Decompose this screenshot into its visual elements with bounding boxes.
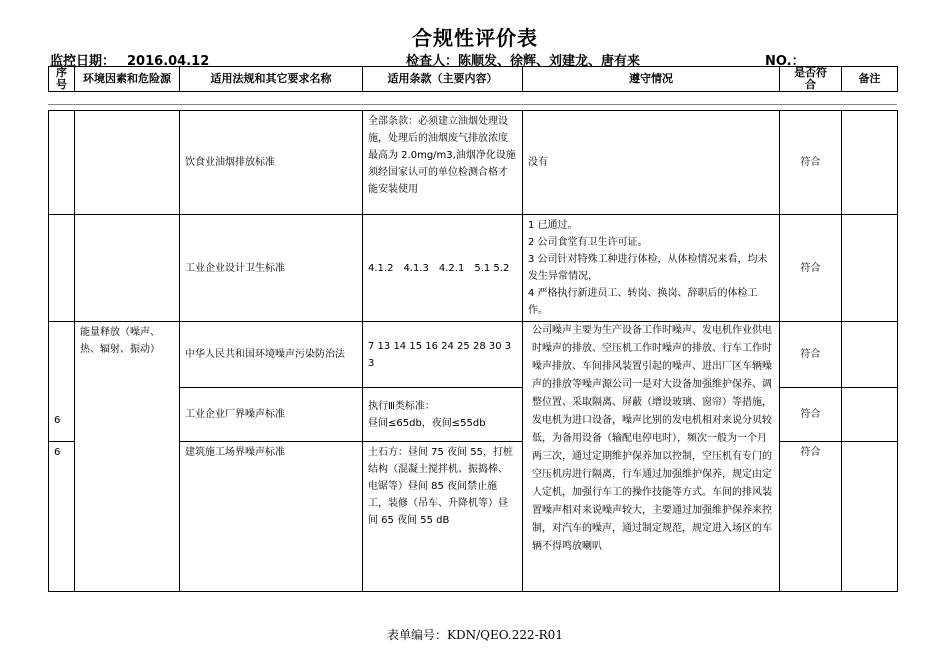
monitor-date [50, 50, 210, 69]
header-factor: 环境因素和危险源 [75, 67, 180, 92]
remark-cell [842, 442, 898, 592]
compliant-cell: 符合 [780, 442, 842, 592]
compliant-cell: 符合 [780, 388, 842, 442]
inspector-value: 陈顺发、徐辉、刘建龙、唐有来 [458, 54, 641, 69]
header-status: 遵守情况 [523, 67, 780, 92]
header-remark: 备注 [842, 67, 898, 92]
header-seq: 序号 [49, 67, 75, 92]
compliant-cell: 符合 [780, 111, 842, 215]
status-line: 3 公司针对特殊工种进行体检，从体检情况来看，均未发生异常情况， [528, 254, 768, 282]
compliant-cell: 符合 [780, 215, 842, 322]
clause-cell: 7 13 14 15 16 24 25 28 30 33 [363, 322, 523, 388]
table-row [49, 215, 898, 322]
table-row [49, 111, 898, 215]
clause-line: 执行Ⅲ类标准： [368, 400, 435, 412]
law-cell: 建筑施工场界噪声标准 [180, 442, 363, 592]
seq-cell [49, 111, 75, 215]
status-cell: 没有 [523, 111, 780, 215]
noise-status-text: 公司噪声主要为生产设备工作时噪声、发电机作业供电时噪声的排放、空压机工作时噪声的排放、行车工作时噪声排放、车间排风装置引起的噪声、进出厂区车辆噪声的排放等噪声源公司一是对大设备加强维护保养、调整位置、采取隔离、屏蔽（增设玻璃、窗帘）等措施，发电机为进口设备，噪声比别的发电机相对来说分贝较低，为备用设备（输配电停电时），频次一般为一个月两三次，通过定期维护保养加以控制，空压机有专门的空压机房进行隔离，行车通过加强维护保养，规定由定人定机，加强行车工的操作技能等方式。车间的排风装置噪声相对来说噪声较大，主要通过加强维护保养来控制，对汽车的噪声，通过制定规范，规定进入场区的车辆不得鸣放喇叭 [532, 325, 772, 552]
law-cell: 中华人民共和国环境噪声污染防治法 [180, 322, 363, 388]
header-clause: 适用条款（主要内容） [363, 67, 523, 92]
header-law: 适用法规和其它要求名称 [180, 67, 363, 92]
date-label: 监控日期： [50, 54, 116, 69]
date-value: 2016.04.12 [127, 54, 210, 69]
status-line: 2 公司食堂有卫生许可证。 [528, 237, 648, 248]
remark-cell [842, 388, 898, 442]
clause-cell: 4.1.2 4.1.3 4.2.1 5.1 5.2 [363, 215, 523, 322]
header-table [48, 66, 898, 92]
remark-cell [842, 215, 898, 322]
seq-cell: 6 [49, 322, 75, 442]
seq-cell: 6 [49, 442, 75, 592]
status-line: 4 严格执行新进员工、转岗、换岗、辞职后的体检工作。 [528, 288, 758, 316]
clause-cell [363, 388, 523, 442]
status-line: 1 已通过。 [528, 220, 578, 231]
law-cell: 工业企业厂界噪声标准 [180, 388, 363, 442]
factor-cell [75, 215, 180, 322]
header-compliant: 是否符合 [780, 67, 842, 92]
remark-cell [842, 322, 898, 388]
inspector-label: 检查人： [406, 54, 459, 69]
factor-cell [75, 111, 180, 215]
law-cell: 饮食业油烟排放标准 [180, 111, 363, 215]
remark-cell [842, 111, 898, 215]
form-code: 表单编号：KDN/QEO.222-R01 [387, 628, 563, 642]
clause-cell: 全部条款：必须建立油烟处理设施，处理后的油烟废气排放浓度最高为 2.0mg/m3,油烟净化设施须经国家认可的单位检测合格才能安装使用 [363, 111, 523, 215]
clause-cell: 土石方：昼间 75 夜间 55，打桩结构（混凝土搅拌机、振捣棒、电锯等）昼间 85 夜间禁止施工，装修（吊车、升降机等）昼间 65 夜间 55 dB [363, 442, 523, 592]
inspectors [406, 50, 641, 69]
form-number-label: NO.： [765, 54, 805, 69]
status-cell [523, 215, 780, 322]
factor-cell: 能量释放（噪声、热、辐射、振动） [75, 322, 180, 592]
page-title: 合规性评价表 [412, 26, 538, 50]
clause-line: 昼间≤65db，夜间≤55db [368, 417, 486, 429]
compliant-cell: 符合 [780, 322, 842, 388]
separator-line [48, 104, 897, 105]
law-cell: 工业企业设计卫生标准 [180, 215, 363, 322]
seq-cell [49, 215, 75, 322]
